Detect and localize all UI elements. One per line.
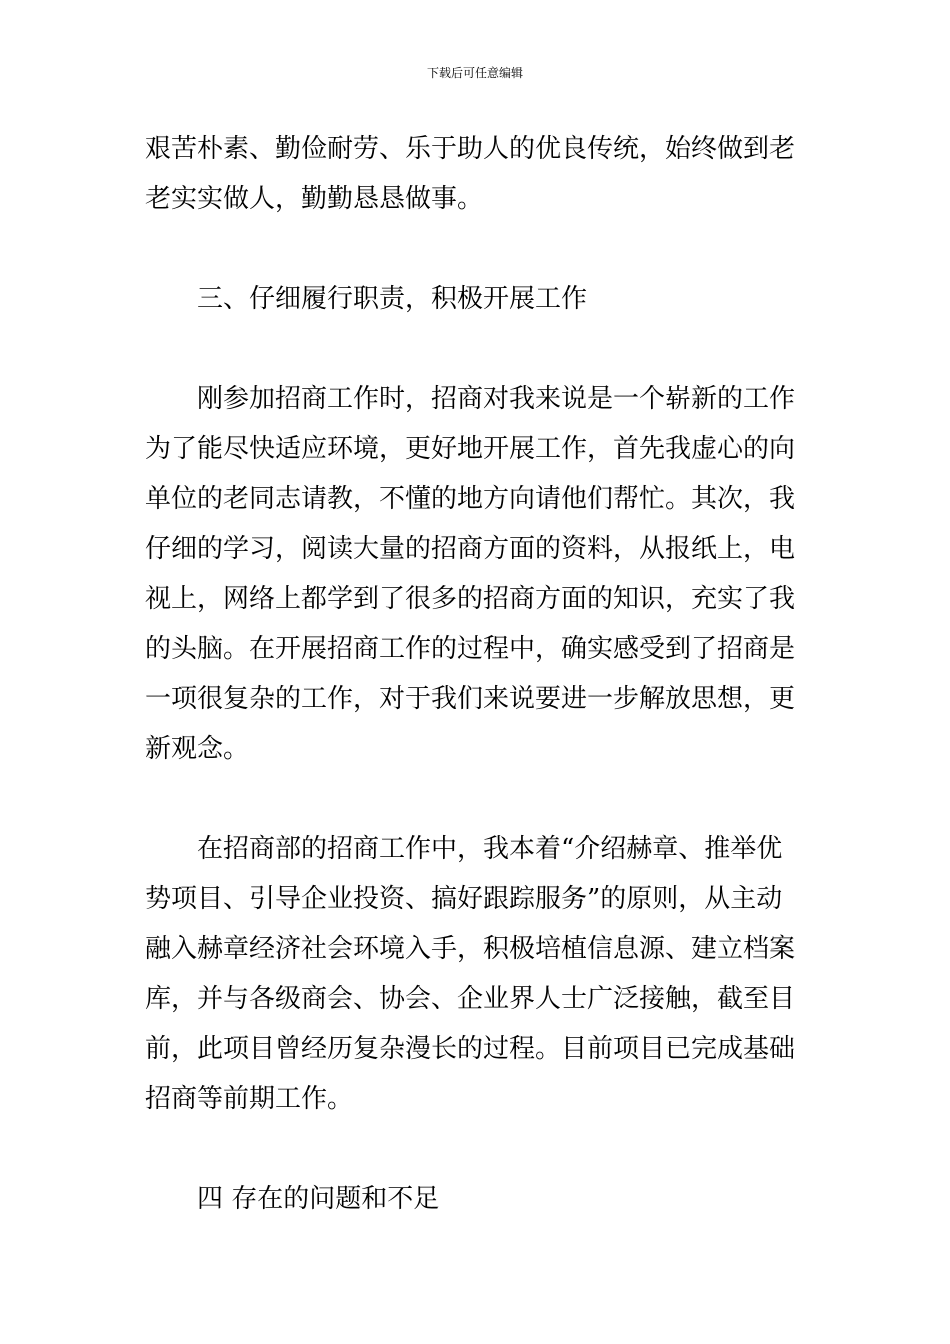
paragraph-gap — [145, 224, 810, 274]
paragraph-line: 艰苦朴素、勤俭耐劳、乐于助人的优良传统，始终做到老 — [145, 134, 796, 164]
paragraph-line: 势项目、引导企业投资、搞好跟踪服务”的原则，从主动 — [145, 884, 783, 914]
paragraph-line: 视上，网络上都学到了很多的招商方面的知识，充实了我 — [145, 584, 796, 614]
paragraph-1 — [145, 124, 810, 224]
paragraph-gap — [145, 1124, 810, 1174]
paragraph-gap — [145, 324, 810, 374]
paragraph-line: 的头脑。在开展招商工作的过程中，确实感受到了招商是 — [145, 634, 796, 664]
paragraph-line: 在招商部的招商工作中，我本着“介绍赫章、推举优 — [197, 834, 783, 864]
paragraph-line: 融入赫章经济社会环境入手，积极培植信息源、建立档案 — [145, 934, 796, 964]
paragraph-line: 单位的老同志请教，不懂的地方向请他们帮忙。其次，我 — [145, 484, 796, 514]
paragraph-line: 新观念。 — [145, 734, 250, 764]
paragraph-line: 前，此项目曾经历复杂漫长的过程。目前项目已完成基础 — [145, 1034, 796, 1064]
page-header: 下载后可任意编辑 — [426, 66, 523, 80]
paragraph-line: 为了能尽快适应环境，更好地开展工作，首先我虚心的向 — [145, 434, 796, 464]
paragraph-line: 刚参加招商工作时，招商对我来说是一个崭新的工作 — [197, 384, 796, 414]
paragraph-gap — [145, 774, 810, 824]
section-heading-text: 四 存在的问题和不足 — [197, 1184, 440, 1214]
paragraph-line: 招商等前期工作。 — [145, 1084, 354, 1114]
section-heading-4 — [145, 1174, 810, 1224]
paragraph-line: 老实实做人，勤勤恳恳做事。 — [145, 184, 484, 214]
paragraph-line: 一项很复杂的工作，对于我们来说要进一步解放思想，更 — [145, 684, 796, 714]
document-body — [145, 124, 810, 1224]
paragraph-2 — [145, 374, 810, 774]
paragraph-line: 仔细的学习，阅读大量的招商方面的资料，从报纸上，电 — [145, 534, 796, 564]
paragraph-3 — [145, 824, 810, 1124]
paragraph-line: 库，并与各级商会、协会、企业界人士广泛接触，截至目 — [145, 984, 796, 1014]
section-heading-3 — [145, 274, 810, 324]
section-heading-text: 三、仔细履行职责，积极开展工作 — [197, 284, 588, 314]
